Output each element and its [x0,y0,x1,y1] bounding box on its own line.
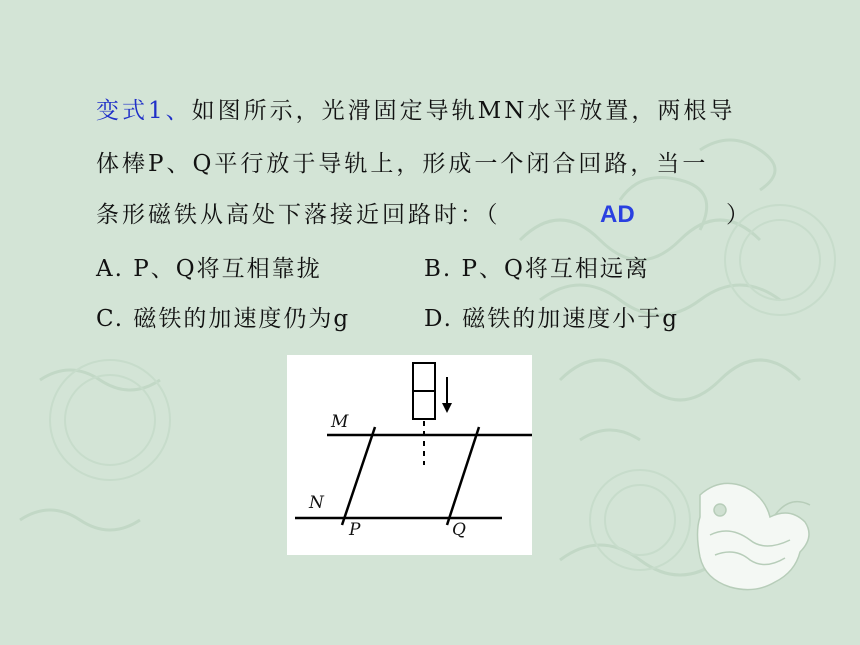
fall-arrow-head [442,403,452,413]
label-m: M [331,412,349,432]
label-p: P [349,520,361,540]
question-line-3: 条形磁铁从高处下落接近回路时：（ [96,202,501,228]
rod-p [342,427,375,525]
closing-paren: ） [726,202,749,228]
option-c: C. 磁铁的加速度仍为g [96,306,351,332]
question-line-1 [96,92,735,125]
label-n: N [309,493,324,513]
question-label: 变式1、 [96,98,192,124]
option-b: B. P、Q将互相远离 [424,256,650,282]
label-q: Q [452,520,466,540]
option-d: D. 磁铁的加速度小于g [424,306,679,332]
rail-diagram [287,355,532,555]
question-line-2: 体棒P、Q平行放于导轨上，形成一个闭合回路，当一 [96,151,709,177]
rod-q [447,427,479,525]
answer-text: AD [600,201,635,228]
circuit-figure [287,355,532,555]
option-a: A. P、Q将互相靠拢 [96,256,322,282]
dragon-logo [680,475,820,600]
question-text-line-1: 如图所示，光滑固定导轨MN水平放置，两根导 [191,98,736,124]
